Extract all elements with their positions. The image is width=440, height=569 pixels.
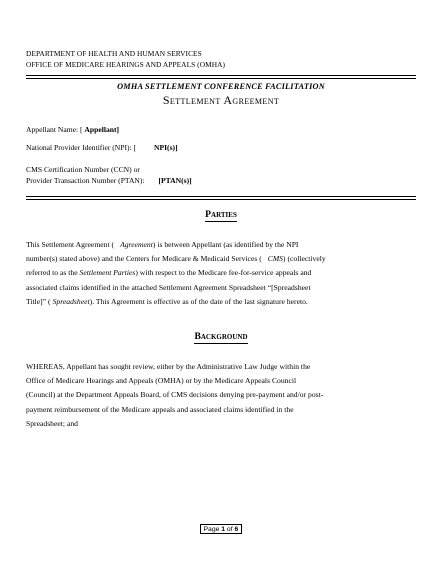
section-rule-thin bbox=[26, 196, 416, 197]
parties-paragraph bbox=[26, 238, 416, 309]
background-line: WHEREAS, Appellant has sought review, either by the Administrative Law Judge within the bbox=[26, 362, 311, 371]
parties-line-1: This Settlement Agreement ( Agreement) is between Appellant (as identified by the NPI bbox=[26, 240, 299, 249]
ccn-label-line2-row bbox=[26, 175, 192, 186]
npi-value: NPI(s)] bbox=[153, 143, 178, 152]
ccn-value: [PTAN(s)] bbox=[158, 176, 192, 185]
background-line: Spreadsheet; and bbox=[26, 418, 78, 428]
header-rule-thick bbox=[26, 75, 416, 76]
parties-line-3: referred to as the Settlement Parties) with respect to the Medicare fee-for-service appeals and bbox=[26, 268, 312, 278]
npi-label: National Provider Identifier (NPI): [ bbox=[26, 143, 137, 152]
ccn-field bbox=[26, 164, 192, 186]
ccn-label-line2: Provider Transaction Number (PTAN): bbox=[26, 176, 145, 185]
document-title: Settlement Agreement bbox=[162, 93, 280, 107]
parties-line-4: associated claims identified in the attached Settlement Agreement Spreadsheet “[Spreadsheet bbox=[26, 282, 311, 292]
department-name: DEPARTMENT OF HEALTH AND HUMAN SERVICES bbox=[26, 49, 202, 58]
npi-field bbox=[26, 142, 178, 153]
office-name: OFFICE OF MEDICARE HEARINGS AND APPEALS (OMHA) bbox=[26, 59, 225, 69]
background-heading: Background bbox=[194, 331, 248, 342]
ccn-label-line1: CMS Certification Number (CCN) or bbox=[26, 165, 140, 174]
header-rule-thin bbox=[26, 78, 416, 79]
background-line: (Council) at the Department Appeals Board, of CMS decisions denying pre-payment and/or post- bbox=[26, 390, 324, 400]
background-line: payment reimbursement of the Medicare appeals and associated claims identified in the bbox=[26, 404, 294, 414]
background-paragraph bbox=[26, 360, 416, 431]
parties-line-2: number(s) stated above) and the Centers for Medicare & Medicaid Services ( CMS) (collectively bbox=[26, 254, 326, 264]
agency-header bbox=[26, 49, 225, 70]
page-total: 6 bbox=[234, 525, 239, 533]
page-number-footer: Page 1 of 6 bbox=[200, 524, 242, 534]
parties-heading: Parties bbox=[205, 209, 237, 220]
facilitation-title: OMHA SETTLEMENT CONFERENCE FACILITATION bbox=[117, 82, 325, 91]
appellant-label: Appellant Name: [ bbox=[26, 125, 83, 134]
appellant-value: Appellant] bbox=[84, 125, 120, 134]
appellant-name-field bbox=[26, 124, 119, 135]
parties-line-5: Title]” ( Spreadsheet). This Agreement is effective as of the date of the last signature hereto. bbox=[26, 296, 308, 306]
section-rule-thick bbox=[26, 199, 416, 200]
page-number: 1 bbox=[221, 525, 226, 533]
background-line: Office of Medicare Hearings and Appeals (OMHA) or by the Medicare Appeals Council bbox=[26, 376, 297, 386]
